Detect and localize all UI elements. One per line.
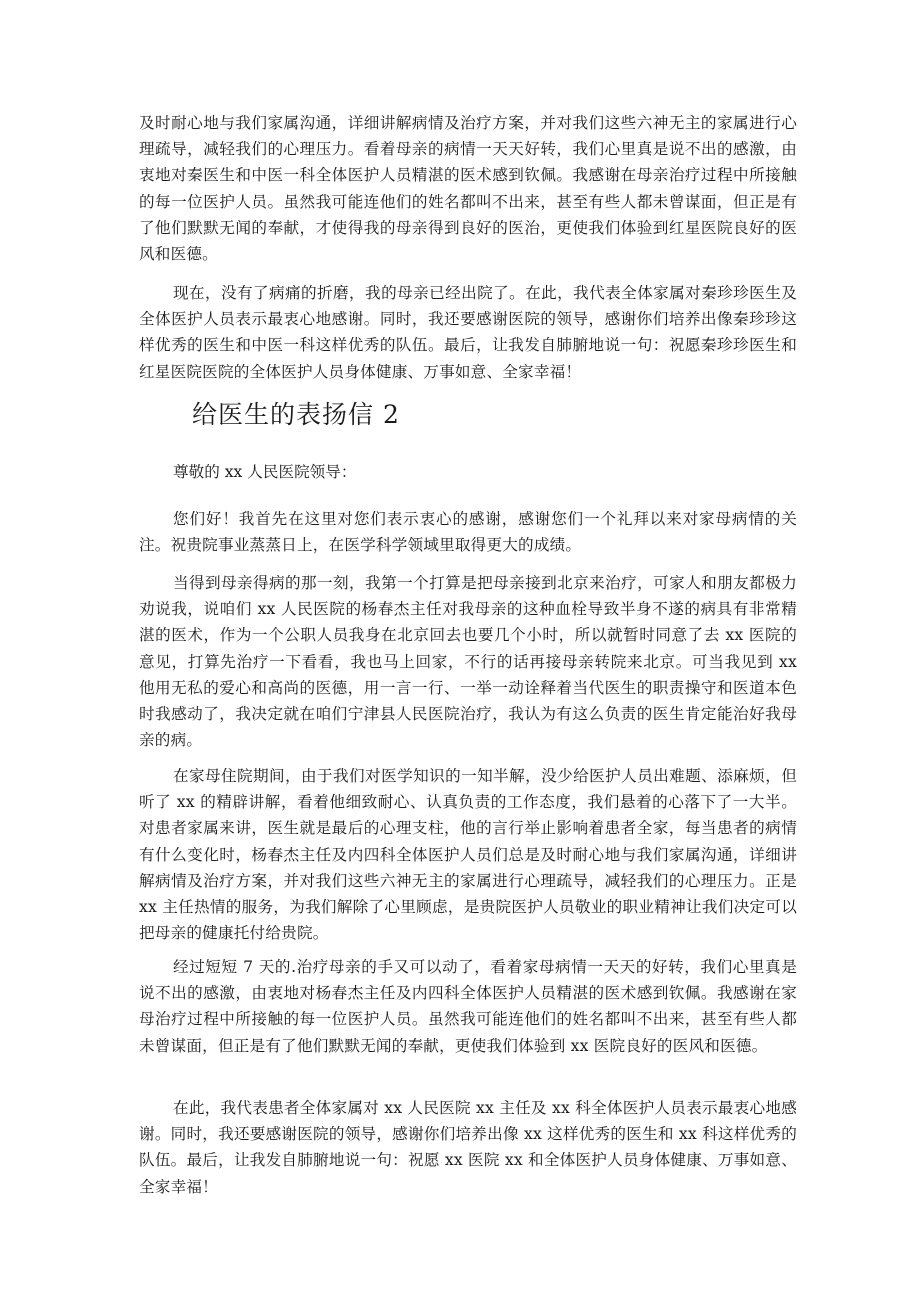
letter-title: 给医生的表扬信 2 xyxy=(192,400,400,429)
paragraph-4: 当得到母亲得病的那一刻，我第一个打算是把母亲接到北京来治疗，可家人和朋友都极力劝说我，说咱们 xx 人民医院的杨春杰主任对我母亲的这种血栓导致半身不遂的病具有非常精湛的医术，作为一个公职人员我身在北京回去也要几个小时，所以就暂时同意了去 xx 医院的意见，打算先治疗一下看看，我也马上回家，不行的话再接母亲转院来北京。可当我见到 xx 他用无私的爱心和高尚的医德，用一言一行、一举一动诠释着当代医生的职责操守和医道本色时我感动了，我决定就在咱们宁津县人民医院治疗，我认为有这么负责的医生肯定能治好我母亲的病。 xyxy=(139,574,797,750)
paragraph-5: 在家母住院期间，由于我们对医学知识的一知半解，没少给医护人员出难题、添麻烦，但听了 xx 的精辟讲解，看着他细致耐心、认真负责的工作态度，我们悬着的心落下了一大半。对患者家属来讲，医生就是最后的心理支柱，他的言行举止影响着患者全家，每当患者的病情有什么变化时，杨春杰主任及内四科全体医护人员们总是及时耐心地与我们家属沟通，详细讲解病情及治疗方案，并对我们这些六神无主的家属进行心理疏导，减轻我们的心理压力。正是 xx 主任热情的服务，为我们解除了心里顾虑，是贵院医护人员敬业的职业精神让我们决定可以把母亲的健康托付给贵院。 xyxy=(139,767,797,943)
salutation: 尊敬的 xx 人民医院领导： xyxy=(173,463,357,481)
paragraph-3: 您们好！我首先在这里对您们表示衷心的感谢，感谢您们一个礼拜以来对家母病情的关注。祝贵院事业蒸蒸日上，在医学科学领域里取得更大的成绩。 xyxy=(139,510,797,555)
paragraph-7: 在此，我代表患者全体家属对 xx 人民医院 xx 主任及 xx 科全体医护人员表示最衷心地感谢。同时，我还要感谢医院的领导，感谢你们培养出像 xx 这样优秀的医生和 xx 科这样优秀的队伍。最后，让我发自肺腑地说一句：祝愿 xx 医院 xx 和全体医护人员身体健康、万事如意、全家幸福！ xyxy=(139,1099,797,1196)
paragraph-6: 经过短短 7 天的.治疗母亲的手又可以动了，看着家母病情一天天的好转，我们心里真是说不出的感激，由衷地对杨春杰主任及内四科全体医护人员精湛的医术感到钦佩。我感谢在家母治疗过程中所接触的每一位医护人员。虽然我可能连他们的姓名都叫不出来，甚至有些人都未曾谋面，但正是有了他们默默无闻的奉献，更使我们体验到 xx 医院良好的医风和医德。 xyxy=(139,958,797,1055)
paragraph-2: 现在，没有了病痛的折磨，我的母亲已经出院了。在此，我代表全体家属对秦珍珍医生及全体医护人员表示最衷心地感谢。同时，我还要感谢医院的领导，感谢你们培养出像秦珍珍这样优秀的医生和中医一科这样优秀的队伍。最后，让我发自肺腑地说一句：祝愿秦珍珍医生和红星医院医院的全体医护人员身体健康、万事如意、全家幸福！ xyxy=(139,284,797,381)
paragraph-1: 及时耐心地与我们家属沟通，详细讲解病情及治疗方案，并对我们这些六神无主的家属进行心理疏导，减轻我们的心理压力。看着母亲的病情一天天好转，我们心里真是说不出的感激，由衷地对秦医生和中医一科全体医护人员精湛的医术感到钦佩。我感谢在母亲治疗过程中所接触的每一位医护人员。虽然我可能连他们的姓名都叫不出来，甚至有些人都未曾谋面，但正是有了他们默默无闻的奉献，才使得我的母亲得到良好的医治，更使我们体验到红星医院良好的医风和医德。 xyxy=(139,114,797,264)
